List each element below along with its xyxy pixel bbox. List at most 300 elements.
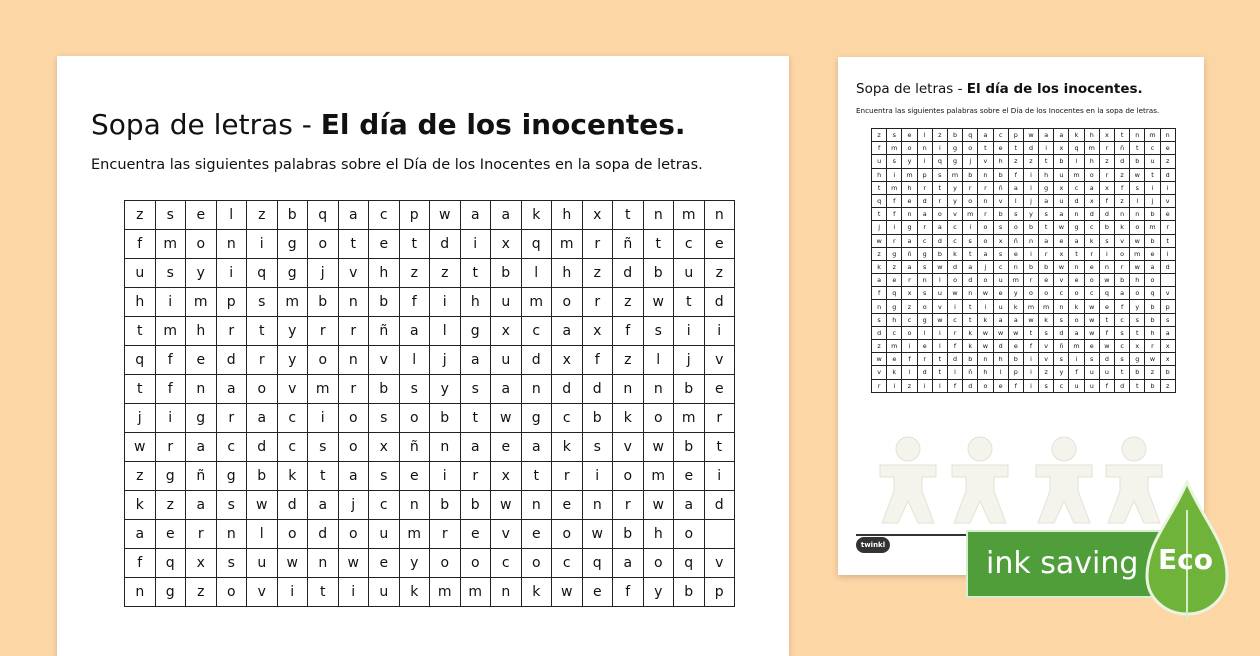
preview-grid-cell: g <box>917 247 932 260</box>
preview-grid-cell: r <box>1084 247 1099 260</box>
preview-grid-cell: z <box>1008 155 1023 168</box>
grid-cell: u <box>491 346 522 375</box>
preview-grid-cell: s <box>1039 379 1054 392</box>
preview-grid-cell: m <box>1145 221 1160 234</box>
grid-cell: b <box>369 375 400 404</box>
grid-cell: m <box>430 578 461 607</box>
preview-grid-cell: g <box>917 313 932 326</box>
preview-title <box>856 81 1143 97</box>
preview-grid-cell: w <box>1054 221 1069 234</box>
grid-cell: o <box>338 404 369 433</box>
preview-grid-cell: u <box>1099 366 1114 379</box>
preview-grid-cell: m <box>887 142 902 155</box>
preview-grid-cell: d <box>917 366 932 379</box>
preview-grid-cell: a <box>1039 194 1054 207</box>
preview-grid-cell: l <box>902 366 917 379</box>
grid-cell: c <box>369 491 400 520</box>
preview-grid-cell: t <box>932 353 947 366</box>
preview-grid-row <box>872 194 1176 207</box>
grid-cell: z <box>704 259 735 288</box>
preview-grid-cell: i <box>917 379 932 392</box>
grid-cell: d <box>247 433 278 462</box>
preview-grid-cell: b <box>1145 379 1160 392</box>
grid-cell: r <box>155 433 186 462</box>
preview-grid-cell: r <box>947 326 962 339</box>
grid-cell: h <box>460 288 491 317</box>
grid-cell: c <box>491 549 522 578</box>
preview-grid-cell: c <box>887 326 902 339</box>
preview-grid-cell: d <box>1115 155 1130 168</box>
grid-cell: r <box>582 288 613 317</box>
preview-grid-cell: e <box>887 274 902 287</box>
grid-cell: k <box>552 433 583 462</box>
grid-cell: a <box>186 491 217 520</box>
grid-cell: i <box>460 230 491 259</box>
grid-cell: x <box>582 201 613 230</box>
preview-grid-cell: e <box>887 353 902 366</box>
grid-row <box>125 230 735 259</box>
grid-cell: c <box>369 201 400 230</box>
grid-cell: e <box>491 433 522 462</box>
preview-grid-cell: t <box>1130 142 1145 155</box>
preview-grid-cell: z <box>1160 379 1175 392</box>
grid-cell: s <box>216 491 247 520</box>
preview-grid-cell: m <box>1039 300 1054 313</box>
grid-cell: t <box>247 317 278 346</box>
grid-cell: n <box>338 288 369 317</box>
grid-cell: a <box>186 433 217 462</box>
grid-cell: b <box>430 491 461 520</box>
grid-cell: n <box>491 578 522 607</box>
grid-cell: n <box>521 375 552 404</box>
grid-cell: s <box>582 433 613 462</box>
preview-grid-cell: q <box>1099 287 1114 300</box>
title-regular: Sopa de letras - <box>91 108 321 141</box>
grid-cell: v <box>704 549 735 578</box>
preview-grid-cell: o <box>978 234 993 247</box>
grid-cell: i <box>155 288 186 317</box>
preview-grid-cell: f <box>887 208 902 221</box>
preview-grid-cell: l <box>917 326 932 339</box>
grid-cell: q <box>308 201 339 230</box>
grid-row <box>125 288 735 317</box>
grid-cell: t <box>399 230 430 259</box>
preview-grid-cell: h <box>1145 326 1160 339</box>
grid-cell: w <box>643 288 674 317</box>
grid-cell: d <box>613 259 644 288</box>
preview-grid-cell: m <box>1008 274 1023 287</box>
grid-cell: s <box>155 201 186 230</box>
preview-grid-cell: z <box>1160 155 1175 168</box>
grid-cell: g <box>521 404 552 433</box>
preview-grid-cell: w <box>1008 326 1023 339</box>
preview-grid-cell: d <box>1099 353 1114 366</box>
preview-grid-cell: r <box>917 353 932 366</box>
preview-grid-row <box>872 221 1176 234</box>
word-search-grid <box>124 200 735 607</box>
preview-grid-cell: r <box>1099 142 1114 155</box>
preview-grid-cell: x <box>993 234 1008 247</box>
grid-cell: z <box>125 462 156 491</box>
grid-cell: e <box>460 520 491 549</box>
preview-grid-cell: d <box>1054 326 1069 339</box>
grid-cell: a <box>399 317 430 346</box>
grid-cell: o <box>216 578 247 607</box>
grid-cell: b <box>308 288 339 317</box>
grid-cell: g <box>155 578 186 607</box>
preview-grid-cell: i <box>978 300 993 313</box>
preview-grid-cell: u <box>1145 155 1160 168</box>
preview-grid-row <box>872 260 1176 273</box>
grid-cell: e <box>674 462 705 491</box>
preview-grid-cell: a <box>1008 181 1023 194</box>
grid-cell: m <box>521 288 552 317</box>
grid-cell: e <box>552 491 583 520</box>
preview-grid-cell: u <box>993 274 1008 287</box>
preview-grid-cell: f <box>947 340 962 353</box>
preview-grid-cell: n <box>1069 260 1084 273</box>
grid-cell: r <box>613 491 644 520</box>
grid-cell: k <box>521 578 552 607</box>
preview-grid-cell: n <box>978 353 993 366</box>
preview-grid-cell: l <box>932 274 947 287</box>
grid-cell: x <box>552 346 583 375</box>
grid-cell: w <box>430 201 461 230</box>
preview-grid-cell: a <box>932 221 947 234</box>
preview-grid-cell: t <box>932 366 947 379</box>
preview-grid-cell: b <box>1145 234 1160 247</box>
preview-grid-cell: v <box>1039 353 1054 366</box>
preview-grid-cell: v <box>1160 194 1175 207</box>
grid-cell: f <box>155 346 186 375</box>
preview-grid-cell: b <box>1008 353 1023 366</box>
preview-grid-cell: i <box>947 300 962 313</box>
preview-grid-cell: v <box>1054 274 1069 287</box>
grid-row <box>125 549 735 578</box>
preview-grid-cell: k <box>1069 300 1084 313</box>
grid-cell: o <box>308 346 339 375</box>
preview-grid-cell: o <box>1145 274 1160 287</box>
grid-cell: b <box>674 433 705 462</box>
preview-grid-cell: e <box>1160 208 1175 221</box>
grid-cell: o <box>552 288 583 317</box>
preview-grid-cell: w <box>1099 340 1114 353</box>
preview-grid-cell: h <box>872 168 887 181</box>
preview-grid-cell: r <box>887 234 902 247</box>
grid-cell: a <box>338 201 369 230</box>
preview-grid-cell: y <box>947 181 962 194</box>
grid-cell: c <box>552 404 583 433</box>
preview-grid-cell: n <box>902 208 917 221</box>
grid-cell: x <box>491 230 522 259</box>
preview-grid-cell: c <box>993 129 1008 142</box>
preview-grid-cell: r <box>932 194 947 207</box>
grid-cell: z <box>399 259 430 288</box>
preview-grid-cell: d <box>1099 208 1114 221</box>
grid-row <box>125 404 735 433</box>
grid-row <box>125 433 735 462</box>
grid-cell: q <box>674 549 705 578</box>
preview-grid-cell: k <box>963 340 978 353</box>
grid-cell: n <box>521 491 552 520</box>
preview-grid-cell: n <box>872 300 887 313</box>
grid-cell: c <box>277 404 308 433</box>
grid-cell: m <box>674 404 705 433</box>
preview-grid-cell: n <box>1115 208 1130 221</box>
preview-grid-cell: m <box>1069 340 1084 353</box>
preview-grid-cell: o <box>1084 168 1099 181</box>
preview-grid-cell: k <box>1039 313 1054 326</box>
preview-grid-cell: a <box>1145 260 1160 273</box>
grid-cell: r <box>582 230 613 259</box>
grid-cell: n <box>125 578 156 607</box>
preview-grid-cell: e <box>1054 234 1069 247</box>
preview-grid-cell: l <box>917 129 932 142</box>
preview-grid-cell: i <box>1145 181 1160 194</box>
preview-grid-cell: z <box>1145 366 1160 379</box>
preview-grid-cell: d <box>993 340 1008 353</box>
preview-grid-row <box>872 366 1176 379</box>
preview-grid-cell: o <box>1039 287 1054 300</box>
preview-grid-cell: b <box>963 353 978 366</box>
grid-cell: i <box>582 462 613 491</box>
grid-cell: s <box>155 259 186 288</box>
preview-grid-cell: h <box>1084 129 1099 142</box>
preview-grid-cell: i <box>932 142 947 155</box>
title-bold: El día de los inocentes. <box>320 108 686 141</box>
grid-cell: r <box>338 317 369 346</box>
grid-cell: j <box>125 404 156 433</box>
grid-cell: o <box>338 520 369 549</box>
preview-grid-cell: z <box>902 379 917 392</box>
preview-grid-cell: c <box>1115 340 1130 353</box>
preview-grid-cell: q <box>963 129 978 142</box>
preview-grid-cell: a <box>993 313 1008 326</box>
preview-grid-cell: f <box>1099 379 1114 392</box>
preview-grid-cell: b <box>963 168 978 181</box>
grid-cell: r <box>247 346 278 375</box>
grid-cell: f <box>155 375 186 404</box>
preview-grid-cell: t <box>963 313 978 326</box>
preview-grid-cell: l <box>1008 194 1023 207</box>
preview-grid-cell: a <box>872 274 887 287</box>
grid-cell: u <box>369 520 400 549</box>
preview-grid-cell: e <box>1008 340 1023 353</box>
preview-grid-cell: u <box>1054 168 1069 181</box>
preview-grid-cell: t <box>1130 326 1145 339</box>
preview-grid-cell: f <box>872 142 887 155</box>
grid-cell: e <box>582 578 613 607</box>
preview-grid-cell: a <box>902 260 917 273</box>
grid-cell: u <box>247 549 278 578</box>
preview-grid-cell: o <box>1130 287 1145 300</box>
grid-cell: h <box>552 201 583 230</box>
preview-grid-cell: k <box>947 247 962 260</box>
preview-grid-cell: c <box>902 313 917 326</box>
grid-cell: b <box>430 404 461 433</box>
preview-grid-cell: g <box>887 300 902 313</box>
grid-cell: a <box>247 404 278 433</box>
preview-grid-cell: d <box>947 353 962 366</box>
preview-grid-cell: o <box>902 326 917 339</box>
grid-cell: i <box>216 259 247 288</box>
grid-cell: y <box>277 346 308 375</box>
grid-cell: r <box>186 520 217 549</box>
preview-grid-cell: x <box>1084 194 1099 207</box>
preview-grid-cell: m <box>1084 142 1099 155</box>
preview-grid-cell: s <box>1115 326 1130 339</box>
grid-cell: d <box>430 230 461 259</box>
preview-grid-cell: o <box>1130 221 1145 234</box>
preview-grid-cell: f <box>947 379 962 392</box>
preview-grid-cell: t <box>1130 379 1145 392</box>
preview-grid-row <box>872 274 1176 287</box>
preview-grid-cell: q <box>1069 142 1084 155</box>
preview-grid-cell: d <box>872 326 887 339</box>
grid-cell <box>704 520 735 549</box>
grid-cell: g <box>155 462 186 491</box>
preview-grid-cell: e <box>902 194 917 207</box>
preview-grid-cell: h <box>1039 168 1054 181</box>
grid-cell: d <box>582 375 613 404</box>
preview-grid-cell: l <box>993 366 1008 379</box>
preview-grid-cell: y <box>1023 208 1038 221</box>
grid-cell: t <box>521 462 552 491</box>
preview-title-bold: El día de los inocentes. <box>966 81 1143 97</box>
grid-cell: o <box>186 230 217 259</box>
grid-cell: m <box>186 288 217 317</box>
preview-title-regular: Sopa de letras - <box>856 81 967 97</box>
grid-cell: m <box>399 520 430 549</box>
preview-grid-cell: w <box>978 340 993 353</box>
preview-grid-cell: d <box>947 260 962 273</box>
preview-grid-cell: r <box>1145 340 1160 353</box>
preview-grid-cell: t <box>872 208 887 221</box>
grid-cell: m <box>155 230 186 259</box>
grid-cell: i <box>277 578 308 607</box>
grid-cell: o <box>460 549 491 578</box>
grid-cell: k <box>399 578 430 607</box>
preview-grid-cell: s <box>993 221 1008 234</box>
grid-cell: e <box>155 520 186 549</box>
preview-grid-cell: z <box>1099 155 1114 168</box>
preview-grid-cell: l <box>947 366 962 379</box>
grid-cell: o <box>674 520 705 549</box>
grid-cell: f <box>399 288 430 317</box>
preview-grid-cell: j <box>1023 194 1038 207</box>
paper-doll-chain-icon <box>870 435 1170 527</box>
preview-grid-cell: f <box>887 194 902 207</box>
grid-cell: g <box>277 259 308 288</box>
preview-grid-cell: h <box>887 313 902 326</box>
grid-cell: o <box>552 520 583 549</box>
preview-grid-row <box>872 353 1176 366</box>
preview-grid-cell: n <box>1008 260 1023 273</box>
grid-cell: n <box>704 201 735 230</box>
preview-grid-cell: c <box>1054 379 1069 392</box>
preview-grid-cell: t <box>1039 221 1054 234</box>
preview-grid-cell: c <box>1084 287 1099 300</box>
grid-cell: f <box>125 549 156 578</box>
preview-grid-cell: x <box>1054 181 1069 194</box>
grid-cell: b <box>460 491 491 520</box>
grid-cell: r <box>430 520 461 549</box>
grid-cell: o <box>277 520 308 549</box>
preview-grid-cell: x <box>902 287 917 300</box>
grid-cell: m <box>460 578 491 607</box>
grid-cell: t <box>125 375 156 404</box>
grid-cell: i <box>704 462 735 491</box>
preview-grid-cell: r <box>963 181 978 194</box>
preview-grid-cell: z <box>872 247 887 260</box>
preview-grid-cell: f <box>1008 379 1023 392</box>
preview-grid-cell: k <box>963 326 978 339</box>
preview-grid-cell: s <box>1084 353 1099 366</box>
preview-grid-cell: h <box>1130 274 1145 287</box>
preview-grid-cell: n <box>978 168 993 181</box>
grid-cell: ñ <box>399 433 430 462</box>
preview-grid-cell: o <box>947 274 962 287</box>
grid-cell: g <box>216 462 247 491</box>
grid-cell: r <box>704 404 735 433</box>
grid-cell: t <box>308 462 339 491</box>
preview-grid-cell: f <box>902 353 917 366</box>
grid-cell: ñ <box>369 317 400 346</box>
preview-grid-row <box>872 181 1176 194</box>
preview-grid-cell: w <box>1084 300 1099 313</box>
grid-cell: l <box>399 346 430 375</box>
preview-grid-cell: n <box>1130 129 1145 142</box>
preview-grid-cell: w <box>872 353 887 366</box>
grid-cell: m <box>552 230 583 259</box>
grid-cell: n <box>430 433 461 462</box>
grid-cell: l <box>216 201 247 230</box>
grid-cell: a <box>125 520 156 549</box>
preview-grid-cell: w <box>1023 313 1038 326</box>
grid-cell: s <box>399 375 430 404</box>
preview-grid-cell: v <box>1115 234 1130 247</box>
grid-cell: p <box>399 201 430 230</box>
preview-grid-cell: o <box>1008 221 1023 234</box>
preview-grid-cell: e <box>1008 247 1023 260</box>
preview-grid-cell: o <box>978 379 993 392</box>
preview-grid-cell: t <box>963 300 978 313</box>
grid-row <box>125 201 735 230</box>
grid-cell: r <box>216 317 247 346</box>
grid-cell: x <box>491 317 522 346</box>
preview-grid-cell: s <box>1054 353 1069 366</box>
preview-grid-row <box>872 234 1176 247</box>
preview-grid-cell: n <box>1160 129 1175 142</box>
preview-grid-cell: f <box>1099 326 1114 339</box>
preview-grid-cell: n <box>978 194 993 207</box>
preview-grid-cell: d <box>1069 194 1084 207</box>
grid-cell: o <box>247 375 278 404</box>
grid-cell: d <box>216 346 247 375</box>
preview-grid-cell: a <box>1115 287 1130 300</box>
grid-cell: y <box>643 578 674 607</box>
grid-cell: n <box>399 491 430 520</box>
preview-grid-cell: b <box>1130 366 1145 379</box>
preview-grid-row <box>872 129 1176 142</box>
grid-cell: h <box>643 520 674 549</box>
grid-cell: y <box>186 259 217 288</box>
preview-word-search-grid <box>871 128 1176 393</box>
grid-cell: c <box>521 317 552 346</box>
preview-grid-cell: i <box>1160 247 1175 260</box>
preview-grid-cell: s <box>1008 208 1023 221</box>
preview-grid-cell: s <box>1130 181 1145 194</box>
